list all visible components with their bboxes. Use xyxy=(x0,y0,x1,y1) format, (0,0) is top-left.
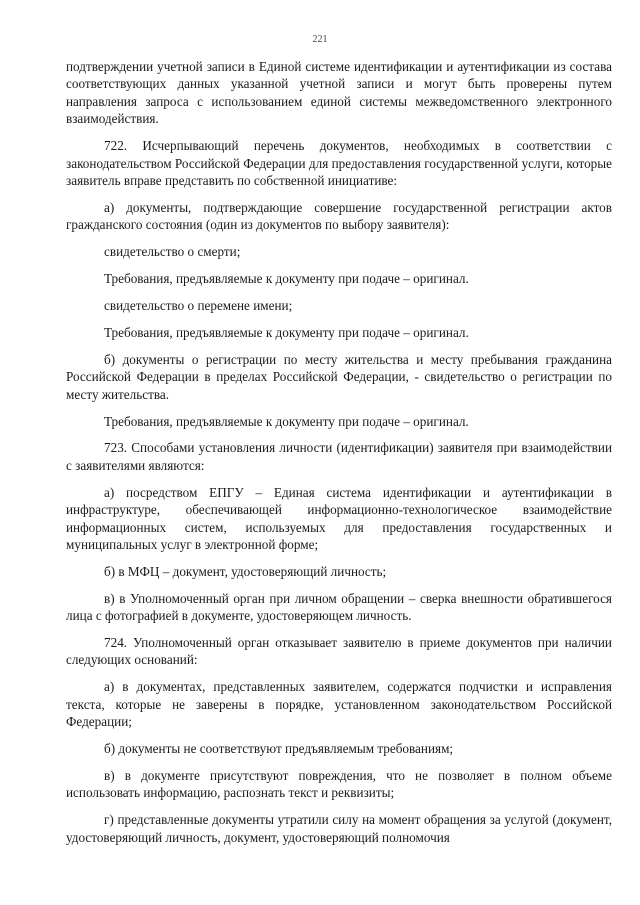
paragraph-requirements-3: Требования, предъявляемые к документу при подаче – оригинал. xyxy=(104,413,469,429)
paragraph-requirements-1: Требования, предъявляемые к документу при подаче – оригинал. xyxy=(104,271,469,287)
paragraph-723: 723. Способами установления личности (идентификации) заявителя при взаимодействии с заявителями являются: xyxy=(66,440,612,473)
paragraph-724-b: б) документы не соответствуют предъявляемым требованиям; xyxy=(104,741,454,757)
paragraph-722: 722. Исчерпывающий перечень документов, необходимых в соответствии с законодательством Российской Федерации для предоставления государственной услуги, которые заявитель вправе представить по собственной инициативе: xyxy=(66,138,612,188)
paragraph-724-a: а) в документах, представленных заявителем, содержатся подчистки и исправления текста, которые не заверены в порядке, установленном законодательством Российской Федерации; xyxy=(66,679,612,730)
paragraph-724-g: г) представленные документы утратили силу на момент обращения за услугой (документ, удостоверяющий личность, документ, удостоверяющий полномочия xyxy=(66,812,612,845)
page-number: 221 xyxy=(312,34,328,45)
document-body xyxy=(66,58,612,856)
paragraph-723-v: в) в Уполномоченный орган при личном обращении – сверка внешности обратившегося лица с фотографией в документе, удостоверяющем личность. xyxy=(66,590,612,624)
paragraph-724: 724. Уполномоченный орган отказывает заявителю в приеме документов при наличии следующих оснований: xyxy=(66,635,612,668)
paragraph-723-b: б) в МФЦ – документ, удостоверяющий личность; xyxy=(104,563,387,579)
paragraph-723-a: а) посредством ЕПГУ – Единая система идентификации и аутентификации в инфраструктуре, обеспечивающей информационно-технологическое взаимодействие информационных систем, используемых для предоставления государственных и муниципальных услуг в электронной форме; xyxy=(66,484,612,552)
paragraph-requirements-2: Требования, предъявляемые к документу при подаче – оригинал. xyxy=(104,324,469,340)
paragraph-continuation: подтверждении учетной записи в Единой системе идентификации и аутентификации из состава соответствующих данных указанной учетной записи и могут быть проверены путем направления запроса с использованием единой системы межведомственного электронного взаимодействия. xyxy=(66,59,612,127)
paragraph-722-a: а) документы, подтверждающие совершение государственной регистрации актов гражданского состояния (один из документов по выбору заявителя): xyxy=(66,199,612,233)
paragraph-724-v: в) в документе присутствуют повреждения, что не позволяет в полном объеме использовать информацию, распознать текст и реквизиты; xyxy=(66,768,612,801)
paragraph-name-change-certificate: свидетельство о перемене имени; xyxy=(104,297,293,313)
paragraph-death-certificate: свидетельство о смерти; xyxy=(104,244,241,260)
paragraph-722-b: б) документы о регистрации по месту жительства и месту пребывания гражданина Российской Федерации в пределах Российской Федерации, - свидетельство о регистрации по месту жительства. xyxy=(66,351,612,402)
